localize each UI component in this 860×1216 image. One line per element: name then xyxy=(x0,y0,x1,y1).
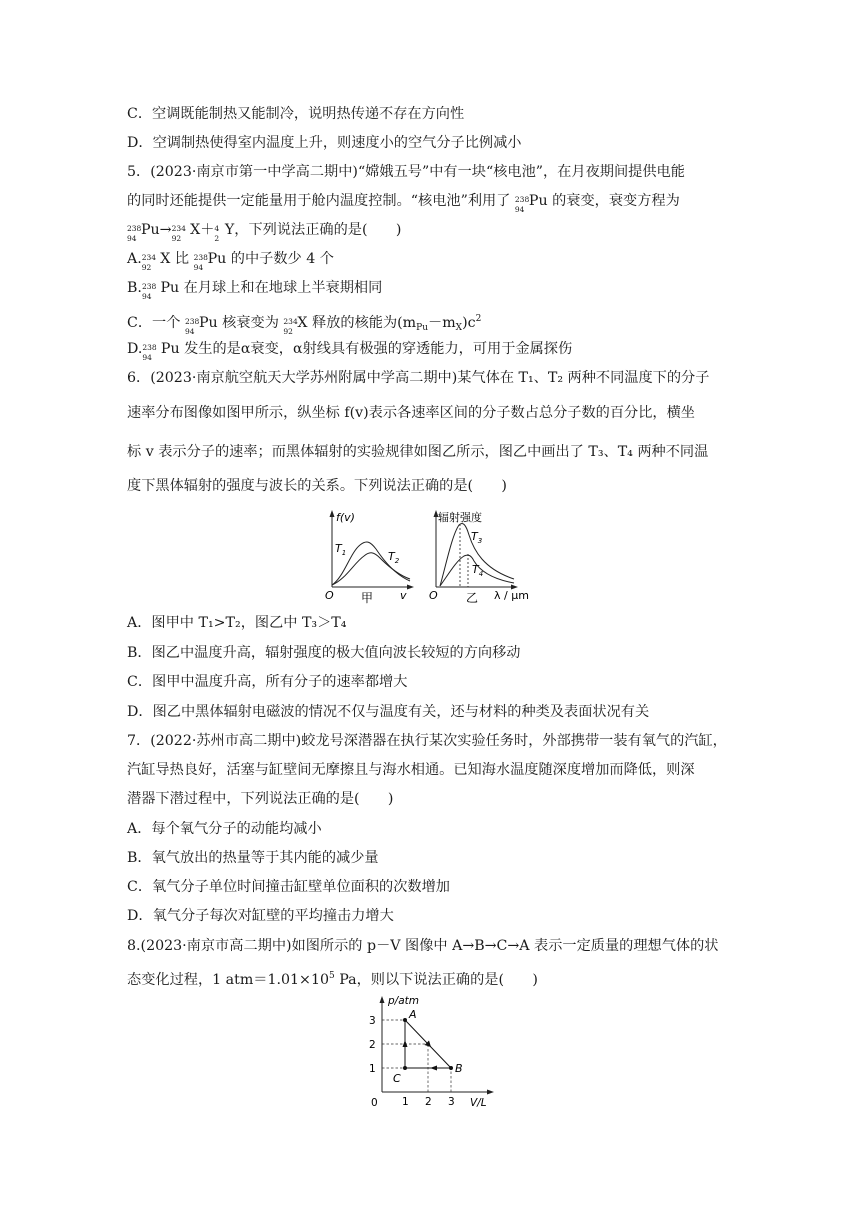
pu-mass-number: 238 xyxy=(193,253,208,262)
q5-text: Pu 的中子数少 4 个 xyxy=(207,251,334,267)
y-axis-arrow xyxy=(380,996,385,1003)
q5-text: X 释放的核能为(m xyxy=(297,315,417,331)
figure-pv-diagram xyxy=(360,992,500,1110)
isotope-pu xyxy=(184,315,200,336)
q5-text: C．一个 xyxy=(127,315,181,331)
state-label-c: C xyxy=(393,1072,401,1085)
state-point-a xyxy=(403,1018,407,1022)
q4-option-d: D．空调制热使得室内温度上升，则速度小的空气分子比例减小 xyxy=(127,135,522,151)
state-label-b: B xyxy=(455,1062,463,1075)
x-atomic-number: 92 xyxy=(283,327,293,336)
q7-stem-line1: 7．(2022·苏州市高二期中)蛟龙号深潜器在执行某次实验任务时，外部携带一装有氧气的汽缸， xyxy=(127,733,727,749)
q5-text: X 比 xyxy=(160,251,190,267)
isotope-pu xyxy=(127,222,142,243)
pu-atomic-number: 94 xyxy=(514,205,525,214)
y-tick-label: 2 xyxy=(369,1039,376,1051)
state-label-a: A xyxy=(409,1008,417,1021)
y-axis-label: f(v) xyxy=(336,511,355,524)
q6-option-b: B．图乙中温度升高，辐射强度的极大值向波长较短的方向移动 xyxy=(127,645,521,661)
q5-option-c xyxy=(127,309,481,338)
isotope-x xyxy=(283,315,298,336)
q7-option-c: C．氧气分子单位时间撞击缸壁单位面积的次数增加 xyxy=(127,879,450,895)
option-letter: D. xyxy=(127,341,143,357)
state-point-c xyxy=(403,1066,407,1070)
q6-stem-line3: 标 v 表示分子的速率；而黑体辐射的实验规律如图乙所示，图乙中画出了 T₃、T₄ 两种不同温 xyxy=(127,444,709,460)
superscript-5: 5 xyxy=(329,971,335,981)
superscript-2: 2 xyxy=(475,314,482,324)
origin-label: O xyxy=(325,589,334,602)
x-axis-label: λ / μm xyxy=(494,589,529,602)
q6-option-a: A．图甲中 T₁>T₂，图乙中 T₃＞T₄ xyxy=(127,615,347,631)
isotope-pu xyxy=(142,341,161,362)
q5-text: Pu 发生的是α衰变，α射线具有极强的穿透能力，可用于金属探伤 xyxy=(160,341,573,357)
q8-stem-line2 xyxy=(127,966,538,990)
isotope-x xyxy=(171,222,191,243)
x-tick-label: 2 xyxy=(425,1096,432,1108)
pu-mass-number: 238 xyxy=(142,343,157,352)
q6-option-d: D．图乙中黑体辐射电磁波的情况不仅与温度有关，还与材料的种类及表面状况有关 xyxy=(127,704,650,720)
q7-stem-line2: 汽缸导热良好，活塞与缸壁间无摩擦且与海水相通。已知海水温度随深度增加而降低，则深 xyxy=(127,762,695,778)
q7-stem-line3: 潜器下潜过程中，下列说法正确的是( ) xyxy=(127,791,394,807)
q8-text: Pa，则以下说法正确的是( ) xyxy=(334,972,538,988)
q5-text: Pu 核衰变为 xyxy=(198,315,279,331)
pu-atomic-number: 94 xyxy=(142,353,152,362)
isotope-y xyxy=(214,222,225,243)
pu-mass-number: 238 xyxy=(514,195,530,204)
arrow-b-to-c xyxy=(430,1066,437,1071)
q7-option-d: D．氧气分子每次对缸壁的平均撞击力增大 xyxy=(127,908,394,924)
origin-label: O xyxy=(429,589,438,602)
origin-label: 0 xyxy=(371,1097,378,1109)
pu-mass-number: 238 xyxy=(141,282,157,291)
q5-option-a xyxy=(127,249,334,272)
q5-text: Pu→ xyxy=(141,222,172,238)
subscript-x: X xyxy=(455,323,463,333)
isotope-pu xyxy=(141,280,161,301)
y-axis-label: p/atm xyxy=(388,995,419,1007)
x-atomic-number: 92 xyxy=(171,234,182,243)
isotope-x xyxy=(141,251,161,272)
q5-option-b xyxy=(127,278,383,301)
figure-jia-velocity-distribution xyxy=(322,505,417,607)
x-mass-number: 234 xyxy=(171,224,186,233)
q8-text: 态变化过程，1 atm＝1.01×10 xyxy=(127,972,329,988)
x-tick-label: 1 xyxy=(402,1096,409,1108)
label-t4: $T_4$ xyxy=(472,563,484,578)
q5-text: Y，下列说法正确的是( ) xyxy=(224,222,402,238)
q5-text: X＋ xyxy=(190,222,215,238)
x-mass-number: 234 xyxy=(283,317,298,326)
option-letter: B. xyxy=(127,280,142,296)
isotope-pu xyxy=(514,193,530,214)
state-point-b xyxy=(449,1066,453,1070)
x-axis-arrow xyxy=(487,1090,494,1095)
q5-text: )c xyxy=(462,315,476,331)
label-t1: $T_1$ xyxy=(335,542,347,557)
y-atomic-number: 2 xyxy=(214,234,220,243)
y-axis-label: 辐射强度 xyxy=(438,511,482,524)
q5-stem-line1: 5．(2023·南京市第一中学高二期中)“嫦娥五号”中有一块“核电池”，在月夜期间提供电能 xyxy=(127,164,685,180)
q5-stem-line2 xyxy=(127,191,680,214)
label-t2: $T_2$ xyxy=(388,550,400,565)
q6-stem-line2: 速率分布图像如图甲所示，纵坐标 f(v)表示各速率区间的分子数占总分子数的百分比，横坐 xyxy=(127,405,695,421)
q5-text: 的同时还能提供一定能量用于舱内温度控制。“核电池”利用了 xyxy=(127,193,511,209)
q7-option-b: B．氧气放出的热量等于其内能的减少量 xyxy=(127,850,379,866)
q5-stem-line3 xyxy=(127,220,402,243)
q6-stem-line4: 度下黑体辐射的强度与波长的关系。下列说法正确的是( ) xyxy=(127,478,507,494)
isotope-pu xyxy=(193,251,208,272)
pu-mass-number: 238 xyxy=(184,317,200,326)
q5-option-d xyxy=(127,339,573,362)
pu-atomic-number: 94 xyxy=(127,234,137,243)
pu-atomic-number: 94 xyxy=(193,263,204,272)
q4-option-c: C．空调既能制热又能制冷，说明热传递不存在方向性 xyxy=(127,106,465,122)
pu-atomic-number: 94 xyxy=(184,327,195,336)
caption-jia: 甲 xyxy=(361,591,374,605)
q6-option-c: C．图甲中温度升高，所有分子的速率都增大 xyxy=(127,674,408,690)
q5-text: Pu 在月球上和在地球上半衰期相同 xyxy=(160,280,383,296)
caption-yi: 乙 xyxy=(466,591,479,605)
pu-atomic-number: 94 xyxy=(141,292,152,301)
q8-stem-line1: 8.(2023·南京市高二期中)如图所示的 p－V 图像中 A→B→C→A 表示一定质量的理想气体的状 xyxy=(127,938,719,954)
arrow-c-to-a xyxy=(403,1040,408,1047)
y-mass-number: 4 xyxy=(214,224,220,233)
label-t3: $T_3$ xyxy=(471,530,483,545)
y-tick-label: 1 xyxy=(369,1063,376,1075)
x-axis-label: v xyxy=(400,589,407,602)
q6-stem-line1: 6．(2023·南京航空航天大学苏州附属中学高二期中)某气体在 T₁、T₂ 两种不同温度下的分子 xyxy=(127,370,710,386)
x-atomic-number: 92 xyxy=(141,263,152,272)
option-letter: A. xyxy=(127,251,142,267)
x-axis-label: V/L xyxy=(470,1097,487,1109)
x-tick-label: 3 xyxy=(448,1096,455,1108)
q7-option-a: A．每个氧气分子的动能均减小 xyxy=(127,821,322,837)
pu-mass-number: 238 xyxy=(127,224,142,233)
subscript-pu: Pu xyxy=(416,323,428,333)
figure-yi-blackbody-radiation xyxy=(426,505,538,607)
q5-text: Pu 的衰变，衰变方程为 xyxy=(528,193,680,209)
y-tick-label: 3 xyxy=(369,1015,376,1027)
q5-text: －m xyxy=(428,315,456,331)
x-mass-number: 234 xyxy=(141,253,157,262)
